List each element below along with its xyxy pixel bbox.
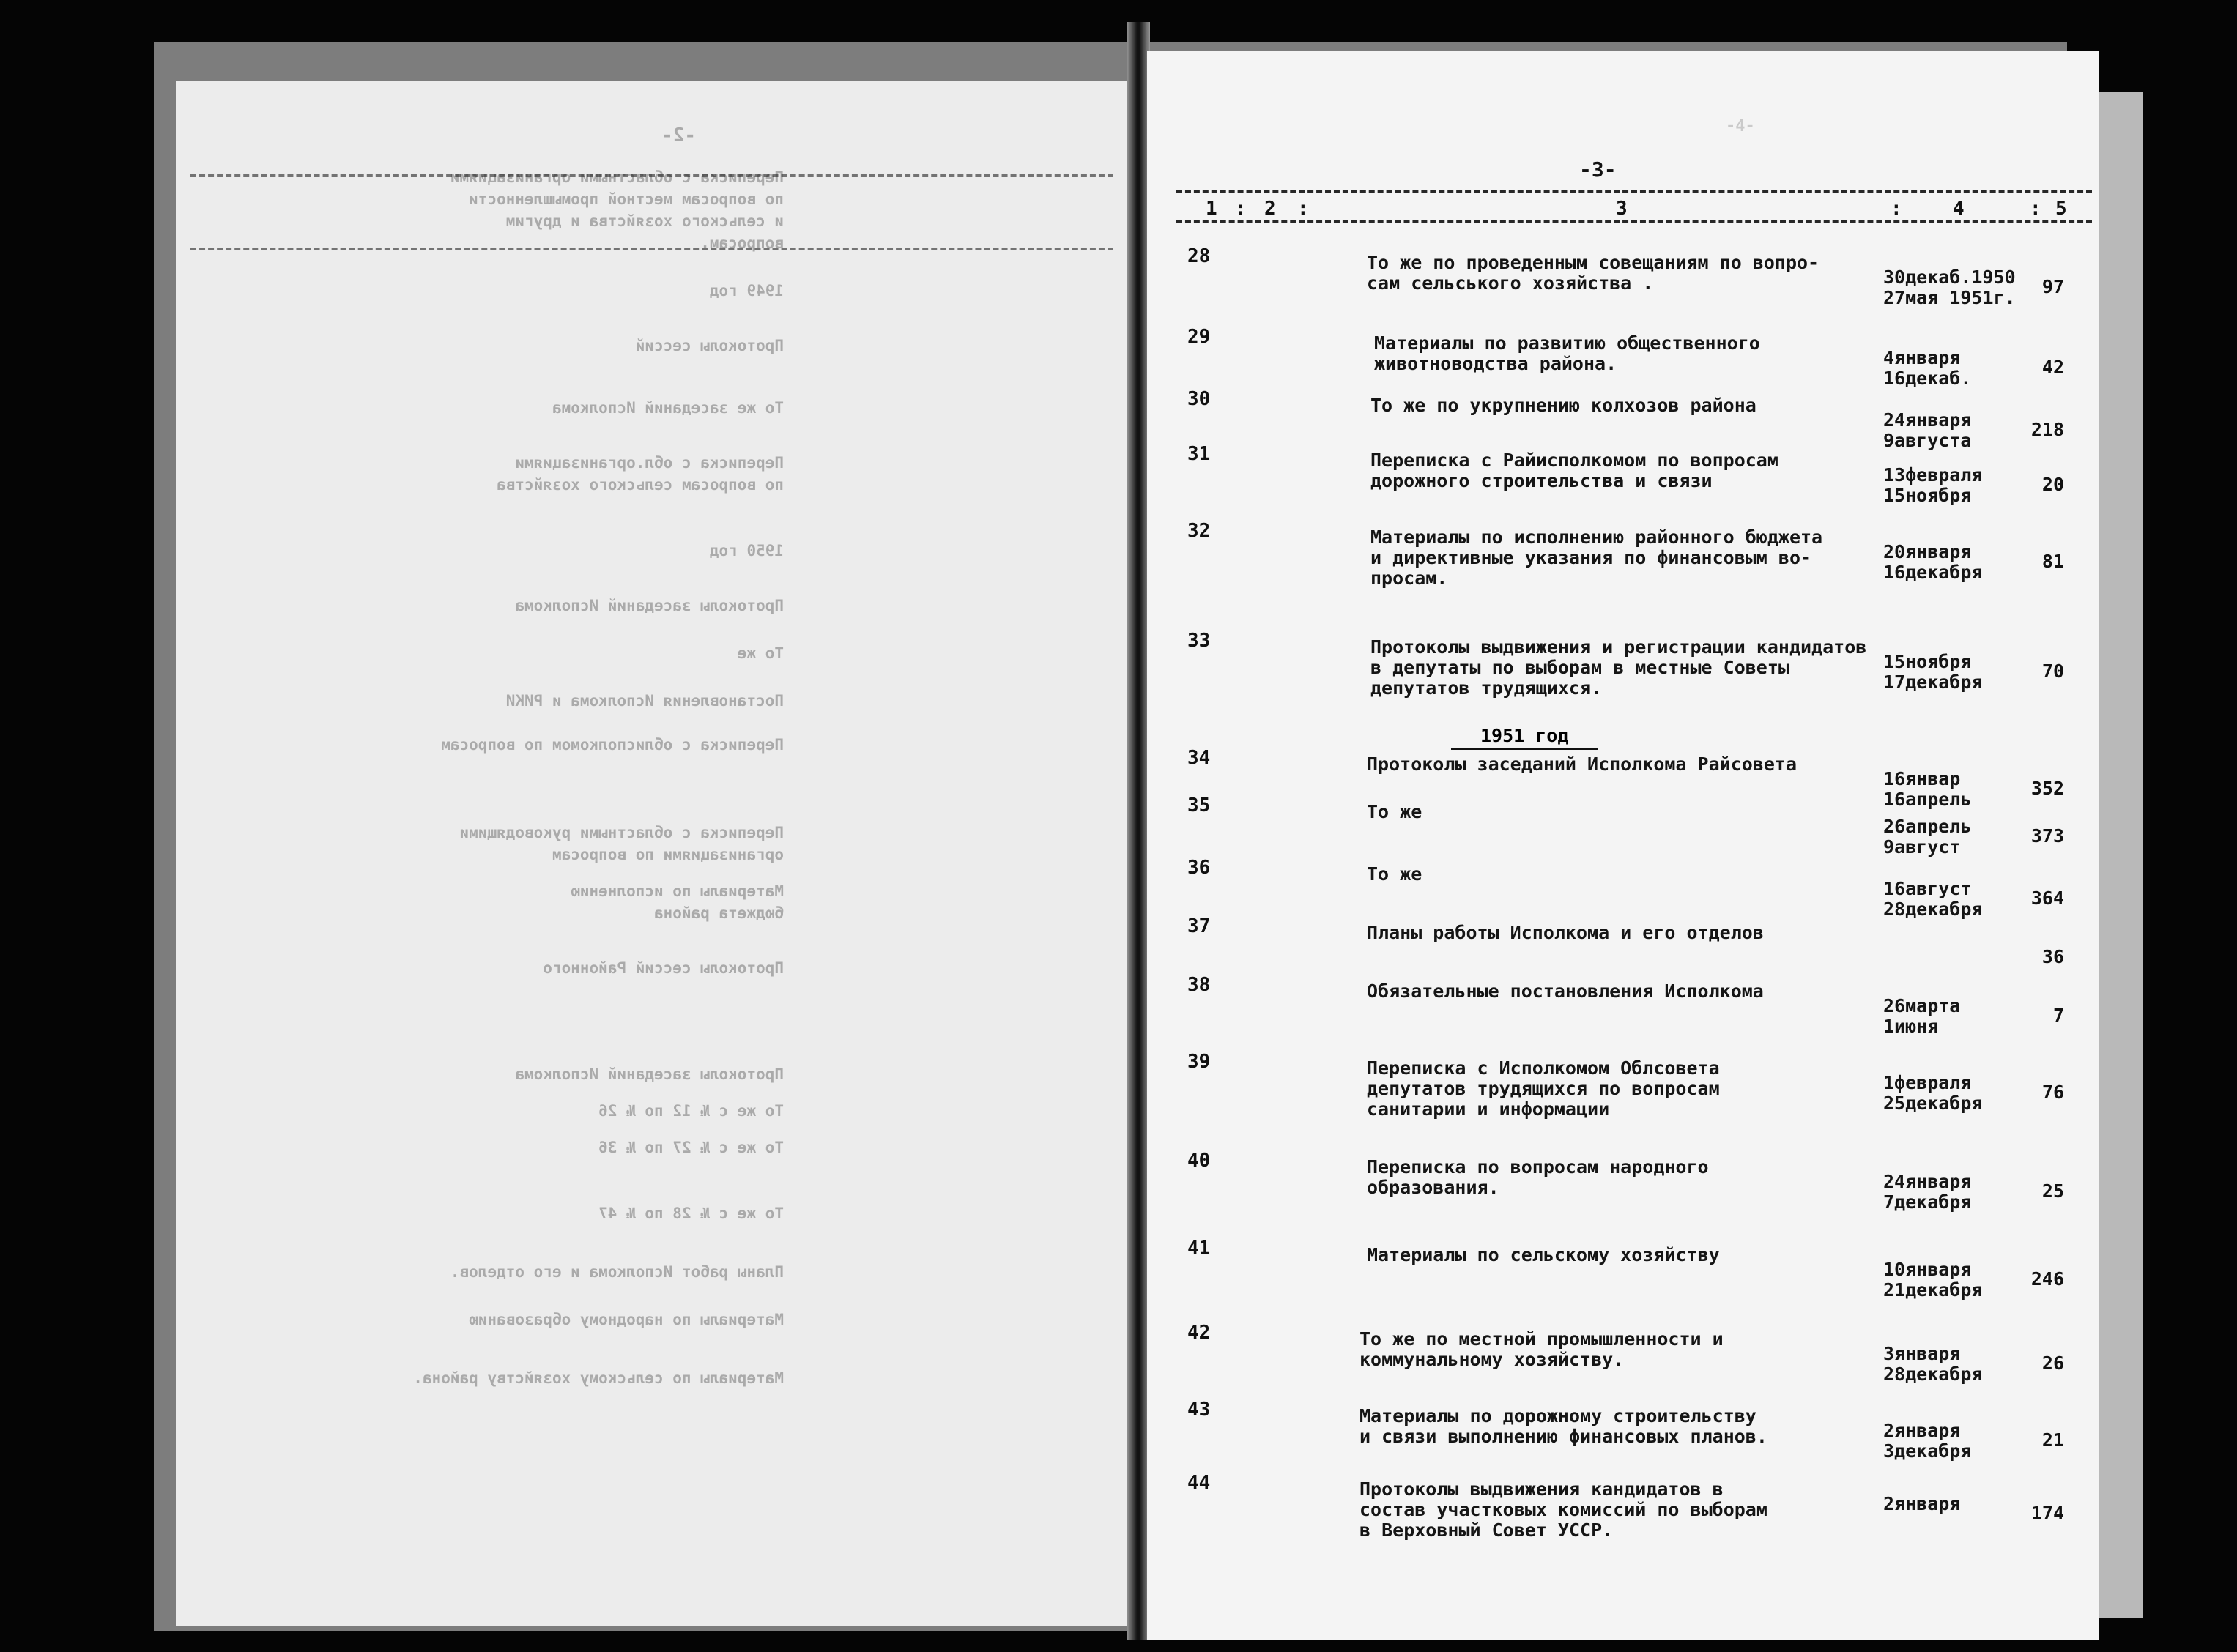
row-title: Материалы по развитию общественного животноводства района. [1374,332,1760,374]
mirrored-line: То же с № 28 по № 47 [598,1205,784,1222]
row-title: Переписка с Райисполкомом по вопросам дорожного строительства и связи [1370,450,1778,491]
page-number: -3- [1579,157,1617,182]
row-number: 44 [1187,1472,1211,1494]
mirrored-line: То же заседаний Исполкома [552,399,784,417]
mirrored-line: Постановления Исполкома и РИКИ [505,692,784,710]
mirrored-page-number: -2- [661,124,696,146]
row-title: Протоколы выдвижения и регистрации кандидатов в депутаты по выборам в местные Советы депутатов трудящихся. [1370,636,1867,699]
next-sheet-edge [2099,92,2143,1618]
row-sheet-count: 97 [2041,276,2064,297]
row-dates: 1февраля 25декабря [1883,1072,1983,1114]
mirrored-line: бюджета района [653,904,784,922]
row-number: 34 [1187,747,1211,769]
column-header-3: 3 [1616,198,1628,220]
mirrored-line: и сельского хозяйства и другим [505,212,784,230]
row-dates: 24января 9августа [1883,409,1972,451]
row-title: Материалы по сельскому хозяйству [1367,1244,1720,1265]
row-title: Планы работы Исполкома и его отделов [1367,922,1764,943]
row-number: 30 [1187,388,1211,410]
row-dates: 10января 21декабря [1883,1259,1983,1301]
row-sheet-count: 174 [2030,1503,2064,1524]
row-title: То же по укрупнению колхозов района [1370,395,1756,416]
row-sheet-count: 246 [2030,1268,2064,1290]
row-sheet-count: 364 [2030,888,2064,909]
row-sheet-count: 352 [2030,778,2064,799]
row-sheet-count: 81 [2041,551,2064,572]
mirrored-line: 1950 год [709,542,784,559]
row-number: 32 [1187,520,1211,542]
mirrored-line: То же [737,644,784,662]
row-title: Протоколы выдвижения кандидатов в состав участковых комиссий по выборам в Верховный Совет УССР. [1359,1478,1767,1541]
row-dates: 24января 7декабря [1883,1171,1972,1213]
row-title: Материалы по дорожному строительству и связи выполнению финансовых планов. [1359,1405,1767,1447]
row-dates: 2января 3декабря [1883,1420,1972,1462]
row-title: То же [1367,801,1422,822]
ghost-page-number: -4- [1726,117,1755,135]
row-number: 35 [1187,795,1211,816]
row-title: То же [1367,863,1422,885]
mirrored-line: Материалы по народному образованию [469,1311,784,1328]
column-header-4: 4 [1953,198,1965,220]
row-title: Материалы по исполнению районного бюджета и директивные указания по финансовым во- просам. [1370,527,1823,589]
row-number: 33 [1187,630,1211,652]
row-number: 36 [1187,857,1211,879]
mirrored-line: Протоколы заседаний Исполкома [515,1065,784,1083]
mirrored-line: То же с № 12 по № 26 [598,1102,784,1120]
mirrored-line: Переписка с областными руководящими [459,824,784,841]
right-page: -4- -3- 1 : 2 : 3 : 4 : 5 1951 год 28 То же по проведенным совещаниям по вопро- сам сельського хозяйства . 30декаб.1950 27мая 1951г. 97 29 Материалы по развитию общественного животноводства района. 4января 16декаб. 42 30 То же по укрупнению колхозов района 24января 9августа 218 31 Переписка с Райисполкомом по вопросам дорожного строительства и связи 13февраля 15ноября 20 32 Материалы по исполнению районного бюджета и директивные указания по финансовым во- просам. 20января 16декабря 81 33 Протоколы выдвижения и регистрации кандидатов в депутаты по выборам в местные Советы депутатов трудящихся. 15ноября 17декабря 70 34 Протоколы заседаний Исполкома Райсовета 16январ 16апрель 352 35 То же 26апрель 9август 373 36 То же 16август 28декабря 364 37 Планы работы Исполкома и его отделов 36 38 Обязательные постановления Исполкома 26марта 1июня 7 39 Переписка с Исполкомом Облсовета депутатов трудящихся по вопросам санитарии и информации 1февраля 25декабря 76 40 Переписка по вопросам народного образования. 24января 7декабря 25 41 Материалы по сельскому хозяйству 10января 21декабря 246 42 То же по местной промышленности и коммунальному хозяйству. 3января 28декабря 26 43 Материалы по дорожному строительству и связи выполнению финансовых планов. 2января 3декабря 21 44 Протоколы выдвижения кандидатов в состав участковых комиссий по выборам в Верховный Совет УССР. 2января 174 [1147,51,2099,1640]
mirrored-line: Материалы по сельскому хозяйству района. [413,1369,784,1387]
row-dates: 15ноября 17декабря [1883,651,1983,693]
row-dates: 3января 28декабря [1883,1343,1983,1385]
row-number: 41 [1187,1238,1211,1260]
row-dates: 4января 16декаб. [1883,347,1972,389]
row-title: Переписка с Исполкомом Облсовета депутатов трудящихся по вопросам санитарии и информации [1367,1057,1720,1120]
mirrored-line: Протоколы сессий Районного [543,959,784,977]
mirrored-line: Протоколы заседаний Исполкома [515,597,784,614]
mirrored-line: Переписка с обл.организациями [515,454,784,472]
mirrored-line: Переписка с областными организациями [450,168,784,186]
row-number: 42 [1187,1322,1211,1344]
row-sheet-count: 373 [2030,825,2064,847]
row-number: 29 [1187,326,1211,348]
row-dates: 16январ 16апрель [1883,768,1972,810]
left-page [176,81,1128,1626]
mirrored-line: вопросам. [700,234,784,252]
row-number: 39 [1187,1051,1211,1073]
row-sheet-count: 218 [2030,419,2064,440]
row-title: То же по местной промышленности и коммунальному хозяйству. [1359,1328,1724,1370]
row-dates: 30декаб.1950 27мая 1951г. [1883,267,2016,308]
bleed-through-text [176,81,1128,1626]
row-title: Переписка по вопросам народного образования. [1367,1156,1709,1198]
row-dates: 26марта 1июня [1883,995,1961,1037]
row-sheet-count: 21 [2041,1429,2064,1451]
row-dates: 16август 28декабря [1883,878,1983,920]
mirrored-line: Планы работ Исполкома и его отделов. [450,1263,784,1281]
header-rule-top [1176,190,2092,193]
mirrored-line: по вопросам сельского хозяйства [497,476,784,494]
row-title: Протоколы заседаний Исполкома Райсовета [1367,754,1797,775]
mirrored-line: по вопросам местной промышленности [469,190,784,208]
year-heading: 1951 год [1451,725,1598,750]
column-header-1: 1 [1206,198,1217,220]
row-sheet-count: 25 [2041,1180,2064,1202]
row-number: 31 [1187,443,1211,465]
mirrored-line: Материалы по исполнению [571,882,784,900]
row-dates: 20января 16декабря [1883,541,1983,583]
row-dates: 26апрель 9август [1883,816,1972,857]
column-header-2: 2 [1264,198,1276,220]
row-sheet-count: 36 [2041,946,2064,967]
row-dates: 2января [1883,1493,1961,1514]
mirrored-line: Переписка с облисполкомом по вопросам [441,736,784,754]
row-number: 43 [1187,1399,1211,1421]
row-sheet-count: 7 [2052,1005,2064,1026]
row-sheet-count: 20 [2041,474,2064,495]
row-number: 37 [1187,915,1211,937]
mirrored-line: Протоколы сессий [635,337,784,354]
header-rule-bottom [1176,220,2092,223]
row-sheet-count: 76 [2041,1082,2064,1103]
row-number: 28 [1187,245,1211,267]
mirrored-line: 1949 год [709,282,784,299]
row-sheet-count: 26 [2041,1353,2064,1374]
row-title: То же по проведенным совещаниям по вопро- сам сельського хозяйства . [1367,252,1819,294]
row-sheet-count: 70 [2041,661,2064,682]
mirrored-line: организациями по вопросам [552,846,784,863]
row-sheet-count: 42 [2041,357,2064,378]
row-dates: 13февраля 15ноября [1883,464,1983,506]
row-title: Обязательные постановления Исполкома [1367,981,1764,1002]
mirrored-line: То же с № 27 по № 36 [598,1139,784,1156]
column-header-5: 5 [2055,198,2067,220]
row-number: 38 [1187,974,1211,996]
row-number: 40 [1187,1150,1211,1172]
